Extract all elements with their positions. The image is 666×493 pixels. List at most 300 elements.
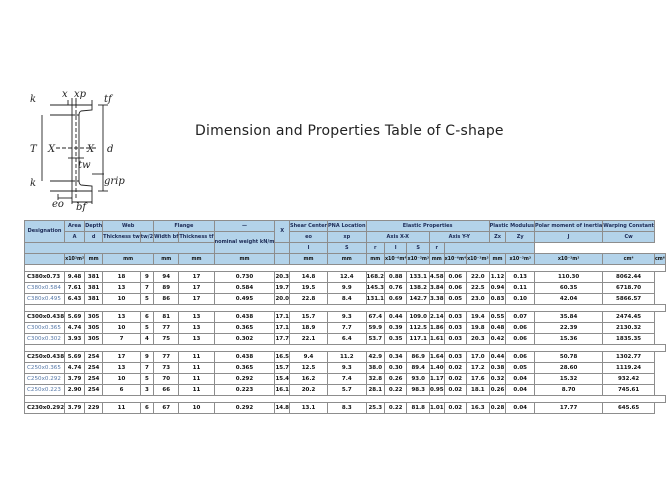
- value-cell: 9.4: [290, 352, 328, 363]
- designation-cell: C250x0.365: [25, 363, 65, 374]
- value-cell: 8062.44: [603, 272, 655, 283]
- header-zy: Zy: [506, 232, 534, 243]
- unit-cell: cm⁶: [654, 254, 665, 265]
- unit-cell: cm⁴: [603, 254, 655, 265]
- value-cell: 0.11: [506, 283, 534, 294]
- table-row: [25, 272, 666, 283]
- value-cell: 86: [154, 294, 179, 305]
- unit-cell: mm: [179, 254, 214, 265]
- value-cell: 117.1: [407, 334, 430, 345]
- table-row: [25, 312, 666, 323]
- value-cell: 168.2: [366, 272, 384, 283]
- value-cell: 1835.35: [603, 334, 655, 345]
- unit-cell: mm: [489, 254, 506, 265]
- value-cell: 0.26: [384, 374, 407, 385]
- table-row: [25, 352, 666, 363]
- value-cell: 0.438: [214, 352, 275, 363]
- value-cell: 0.48: [489, 323, 506, 334]
- value-cell: 7.7: [328, 323, 367, 334]
- value-cell: 0.03: [444, 312, 467, 323]
- value-cell: 66: [154, 385, 179, 396]
- value-cell: 0.292: [214, 403, 275, 414]
- value-cell: 13: [179, 334, 214, 345]
- value-cell: 75: [154, 334, 179, 345]
- value-cell: 17: [179, 283, 214, 294]
- value-cell: 22.8: [290, 294, 328, 305]
- value-cell: 0.04: [506, 374, 534, 385]
- value-cell: 13: [179, 312, 214, 323]
- value-cell: 0.02: [444, 385, 467, 396]
- value-cell: 0.26: [489, 385, 506, 396]
- value-cell: 0.02: [444, 363, 467, 374]
- value-cell: 10: [103, 294, 141, 305]
- value-cell: 98.3: [407, 385, 430, 396]
- value-cell: 0.42: [489, 334, 506, 345]
- value-cell: 112.5: [407, 323, 430, 334]
- value-cell: 7: [103, 334, 141, 345]
- table-row: [25, 385, 666, 396]
- value-cell: 22.5: [467, 283, 490, 294]
- value-cell: 19.5: [290, 283, 328, 294]
- label-k-top: k: [30, 94, 37, 105]
- value-cell: 11.2: [328, 352, 367, 363]
- value-cell: 3.79: [65, 403, 85, 414]
- value-cell: 7.61: [65, 283, 85, 294]
- value-cell: 20.3: [275, 272, 290, 283]
- value-cell: 15.7: [290, 312, 328, 323]
- value-cell: 0.584: [214, 283, 275, 294]
- header-iyy: I: [384, 243, 407, 254]
- value-cell: 145.3: [366, 283, 384, 294]
- value-cell: 17: [179, 272, 214, 283]
- value-cell: 9.9: [328, 283, 367, 294]
- page-title: Dimension and Properties Table of C-shape: [195, 123, 504, 139]
- value-cell: 38.0: [366, 363, 384, 374]
- value-cell: 1.17: [429, 374, 444, 385]
- value-cell: 15.4: [275, 374, 290, 385]
- value-cell: 381: [85, 283, 103, 294]
- value-cell: 86.9: [407, 352, 430, 363]
- properties-table: [24, 220, 666, 414]
- value-cell: 19.4: [467, 312, 490, 323]
- value-cell: 35.84: [534, 312, 602, 323]
- value-cell: 7: [140, 363, 153, 374]
- value-cell: 17.1: [275, 323, 290, 334]
- value-cell: 22.0: [467, 272, 490, 283]
- value-cell: 0.30: [384, 363, 407, 374]
- group-separator: [25, 305, 666, 312]
- header-thickness-tf: Thickness tf: [179, 232, 214, 243]
- group-separator: [25, 265, 666, 272]
- value-cell: 20.0: [275, 294, 290, 305]
- label-eo: eo: [52, 199, 64, 210]
- value-cell: 0.34: [384, 352, 407, 363]
- unit-cell: x10⁻⁶m⁴: [444, 254, 467, 265]
- value-cell: 0.365: [214, 363, 275, 374]
- value-cell: 70: [154, 374, 179, 385]
- header-zx: Zx: [489, 232, 506, 243]
- value-cell: 1.86: [429, 323, 444, 334]
- value-cell: 17.7: [275, 334, 290, 345]
- value-cell: 25.3: [366, 403, 384, 414]
- value-cell: 254: [85, 374, 103, 385]
- value-cell: 229: [85, 403, 103, 414]
- value-cell: 6.43: [65, 294, 85, 305]
- table-row: [25, 403, 666, 414]
- designation-cell: C300x0.365: [25, 323, 65, 334]
- header-eo: eo: [290, 232, 328, 243]
- table-row: [25, 283, 666, 294]
- value-cell: 77: [154, 352, 179, 363]
- value-cell: 2474.45: [603, 312, 655, 323]
- label-xp: xp: [74, 89, 87, 100]
- value-cell: 0.03: [444, 323, 467, 334]
- value-cell: 110.30: [534, 272, 602, 283]
- value-cell: 16.5: [275, 352, 290, 363]
- value-cell: 0.35: [384, 334, 407, 345]
- value-cell: 81: [154, 312, 179, 323]
- value-cell: 5: [140, 294, 153, 305]
- value-cell: 15.36: [534, 334, 602, 345]
- value-cell: 0.94: [489, 283, 506, 294]
- value-cell: 7.4: [328, 374, 367, 385]
- unit-cell: x10⁻³m³: [467, 254, 490, 265]
- designation-cell: C250x0.292: [25, 374, 65, 385]
- units-row: [25, 254, 666, 265]
- value-cell: 77: [154, 323, 179, 334]
- value-cell: 17: [103, 352, 141, 363]
- value-cell: 3.84: [429, 283, 444, 294]
- value-cell: 0.223: [214, 385, 275, 396]
- value-cell: 9.3: [328, 312, 367, 323]
- value-cell: 16.3: [467, 403, 490, 414]
- value-cell: 13: [103, 283, 141, 294]
- header-shear-center: Shear Center: [290, 221, 328, 232]
- value-cell: 28.1: [366, 385, 384, 396]
- unit-cell: mm: [429, 254, 444, 265]
- value-cell: 0.06: [506, 323, 534, 334]
- value-cell: 109.0: [407, 312, 430, 323]
- value-cell: 42.9: [366, 352, 384, 363]
- value-cell: 1.64: [429, 352, 444, 363]
- value-cell: 0.28: [489, 403, 506, 414]
- designation-cell: C300x0.438: [25, 312, 65, 323]
- header-cw: Cw: [603, 232, 655, 243]
- value-cell: 0.292: [214, 374, 275, 385]
- value-cell: 1.12: [489, 272, 506, 283]
- value-cell: 10: [103, 323, 141, 334]
- value-cell: 0.22: [384, 403, 407, 414]
- value-cell: 5.69: [65, 352, 85, 363]
- value-cell: 7: [140, 283, 153, 294]
- value-cell: 89.4: [407, 363, 430, 374]
- value-cell: 0.06: [506, 334, 534, 345]
- header-elastic-properties: Elastic Properties: [366, 221, 489, 232]
- value-cell: 0.39: [384, 323, 407, 334]
- value-cell: 50.78: [534, 352, 602, 363]
- value-cell: 16.2: [290, 374, 328, 385]
- value-cell: 15.7: [275, 363, 290, 374]
- value-cell: 17: [179, 294, 214, 305]
- value-cell: 12.4: [328, 272, 367, 283]
- value-cell: 0.06: [506, 352, 534, 363]
- value-cell: 745.61: [603, 385, 655, 396]
- value-cell: 60.35: [534, 283, 602, 294]
- table-row: [25, 323, 666, 334]
- value-cell: 17.2: [467, 363, 490, 374]
- value-cell: 5.69: [65, 312, 85, 323]
- header-axis-yy: Axis Y-Y: [429, 232, 489, 243]
- header-row-1: [25, 221, 666, 232]
- value-cell: 0.83: [489, 294, 506, 305]
- value-cell: 93.0: [407, 374, 430, 385]
- value-cell: 0.06: [444, 283, 467, 294]
- value-cell: 254: [85, 363, 103, 374]
- value-cell: 19.8: [467, 323, 490, 334]
- value-cell: 4.74: [65, 323, 85, 334]
- table-row: [25, 294, 666, 305]
- designation-cell: C380x0.73: [25, 272, 65, 283]
- value-cell: 5: [140, 374, 153, 385]
- value-cell: 0.88: [384, 272, 407, 283]
- value-cell: 13.1: [290, 403, 328, 414]
- value-cell: 89: [154, 283, 179, 294]
- designation-cell: C250x0.223: [25, 385, 65, 396]
- header-flange: Flange: [154, 221, 214, 232]
- designation-cell: C380x0.584: [25, 283, 65, 294]
- header-d: d: [85, 232, 103, 243]
- header-plastic-modulus: Plastic Modulus: [489, 221, 534, 232]
- value-cell: 0.44: [384, 312, 407, 323]
- header-designation: Designation: [25, 221, 65, 243]
- unit-cell: mm: [154, 254, 179, 265]
- value-cell: 10: [179, 403, 214, 414]
- value-cell: 2130.32: [603, 323, 655, 334]
- value-cell: 0.44: [489, 352, 506, 363]
- value-cell: 4.74: [65, 363, 85, 374]
- unit-cell: mm: [328, 254, 367, 265]
- value-cell: 3.38: [429, 294, 444, 305]
- value-cell: 17.77: [534, 403, 602, 414]
- header-row-3: [25, 232, 666, 243]
- table-row: [25, 374, 666, 385]
- value-cell: 8.3: [328, 403, 367, 414]
- value-cell: 9.3: [328, 363, 367, 374]
- unit-cell: x10³m²: [65, 254, 85, 265]
- value-cell: 0.06: [444, 272, 467, 283]
- value-cell: 0.730: [214, 272, 275, 283]
- value-cell: 10: [103, 374, 141, 385]
- value-cell: 305: [85, 323, 103, 334]
- value-cell: 0.365: [214, 323, 275, 334]
- unit-cell: mm: [103, 254, 154, 265]
- value-cell: 254: [85, 385, 103, 396]
- value-cell: 17.0: [467, 352, 490, 363]
- value-cell: 0.03: [444, 352, 467, 363]
- value-cell: 13: [103, 363, 141, 374]
- header-xp: xp: [328, 232, 367, 243]
- value-cell: 3: [140, 385, 153, 396]
- value-cell: 8.4: [328, 294, 367, 305]
- value-cell: 6: [140, 403, 153, 414]
- value-cell: 0.02: [444, 374, 467, 385]
- value-cell: 23.0: [467, 294, 490, 305]
- value-cell: 0.10: [506, 294, 534, 305]
- value-cell: 19.7: [275, 283, 290, 294]
- value-cell: 381: [85, 272, 103, 283]
- value-cell: 0.95: [429, 385, 444, 396]
- value-cell: 138.2: [407, 283, 430, 294]
- header-J: J: [534, 232, 602, 243]
- value-cell: 0.438: [214, 312, 275, 323]
- value-cell: 0.69: [384, 294, 407, 305]
- unit-cell-designation: [25, 254, 65, 265]
- header-A: A: [65, 232, 85, 243]
- value-cell: 131.1: [366, 294, 384, 305]
- value-cell: 14.8: [275, 403, 290, 414]
- value-cell: 381: [85, 294, 103, 305]
- value-cell: 11: [179, 352, 214, 363]
- header-depth: Depth: [85, 221, 103, 232]
- value-cell: 9.48: [65, 272, 85, 283]
- value-cell: 81.8: [407, 403, 430, 414]
- value-cell: 0.04: [506, 385, 534, 396]
- header-pna-location: PNA Location: [328, 221, 367, 232]
- value-cell: 9: [140, 272, 153, 283]
- unit-cell: [275, 254, 290, 265]
- value-cell: 53.7: [366, 334, 384, 345]
- header-rxx: r: [366, 243, 384, 254]
- value-cell: 0.03: [444, 334, 467, 345]
- label-bf: bf: [76, 202, 87, 213]
- value-cell: 20.3: [467, 334, 490, 345]
- value-cell: 0.302: [214, 334, 275, 345]
- value-cell: 6718.70: [603, 283, 655, 294]
- value-cell: 20.2: [290, 385, 328, 396]
- value-cell: 6: [140, 312, 153, 323]
- designation-cell: C300x0.302: [25, 334, 65, 345]
- unit-cell: mm: [214, 254, 275, 265]
- value-cell: 22.39: [534, 323, 602, 334]
- value-cell: 3.93: [65, 334, 85, 345]
- value-cell: 6.4: [328, 334, 367, 345]
- designation-cell: C250x0.438: [25, 352, 65, 363]
- value-cell: 11: [103, 403, 141, 414]
- label-X-right: X: [87, 144, 95, 155]
- header-row-4: [25, 243, 666, 254]
- header-polar-moment: Polar moment of inertia: [534, 221, 602, 232]
- label-grip: grip: [104, 176, 125, 187]
- value-cell: 17.6: [467, 374, 490, 385]
- unit-cell: mm: [290, 254, 328, 265]
- group-separator: [25, 396, 666, 403]
- value-cell: 16.1: [275, 385, 290, 396]
- value-cell: 4: [140, 334, 153, 345]
- value-cell: 0.38: [489, 363, 506, 374]
- value-cell: 6: [103, 385, 141, 396]
- value-cell: 14.8: [290, 272, 328, 283]
- value-cell: 0.05: [506, 363, 534, 374]
- unit-cell: x10⁻³m³: [506, 254, 534, 265]
- value-cell: 22.1: [290, 334, 328, 345]
- value-cell: 13: [179, 323, 214, 334]
- value-cell: 305: [85, 334, 103, 345]
- value-cell: 2.14: [429, 312, 444, 323]
- value-cell: 1.40: [429, 363, 444, 374]
- value-cell: 5.7: [328, 385, 367, 396]
- value-cell: 18: [103, 272, 141, 283]
- designation-cell: C380x0.495: [25, 294, 65, 305]
- value-cell: 3.79: [65, 374, 85, 385]
- value-cell: 0.13: [506, 272, 534, 283]
- value-cell: 0.22: [384, 385, 407, 396]
- value-cell: 94: [154, 272, 179, 283]
- header-thickness-tw: Thickness tw: [103, 232, 141, 243]
- value-cell: 12.5: [290, 363, 328, 374]
- value-cell: 0.07: [506, 312, 534, 323]
- value-cell: 15.32: [534, 374, 602, 385]
- header-web: Web: [103, 221, 154, 232]
- value-cell: 42.04: [534, 294, 602, 305]
- value-cell: 1.61: [429, 334, 444, 345]
- header-area: Area: [65, 221, 85, 232]
- value-cell: 0.55: [489, 312, 506, 323]
- header-warping-constant: Warping Constant: [603, 221, 655, 232]
- value-cell: 59.9: [366, 323, 384, 334]
- unit-cell: x10⁻³m³: [534, 254, 602, 265]
- unit-cell: mm: [85, 254, 103, 265]
- label-x-top: x: [62, 89, 68, 100]
- value-cell: 73: [154, 363, 179, 374]
- table-row: [25, 334, 666, 345]
- group-separator: [25, 345, 666, 352]
- value-cell: 13: [103, 312, 141, 323]
- unit-cell: x10⁻³m³: [407, 254, 430, 265]
- header-width-bf: Width bf: [154, 232, 179, 243]
- value-cell: 133.1: [407, 272, 430, 283]
- value-cell: 5: [140, 323, 153, 334]
- label-tf: tf: [104, 94, 112, 105]
- c-shape-diagram: [28, 88, 138, 213]
- header-nominal-weight: nominal weight kN/m: [214, 232, 275, 254]
- header-ryy: r: [429, 243, 444, 254]
- value-cell: 932.42: [603, 374, 655, 385]
- designation-cell: C230x0.292: [25, 403, 65, 414]
- value-cell: 11: [179, 363, 214, 374]
- label-k-bottom: k: [30, 178, 37, 189]
- value-cell: 1302.77: [603, 352, 655, 363]
- value-cell: 0.76: [384, 283, 407, 294]
- value-cell: 1119.24: [603, 363, 655, 374]
- unit-cell: mm: [366, 254, 384, 265]
- table-row: [25, 363, 666, 374]
- header-x: X: [275, 221, 290, 243]
- value-cell: 305: [85, 312, 103, 323]
- value-cell: 4.58: [429, 272, 444, 283]
- value-cell: 11: [179, 385, 214, 396]
- value-cell: 67: [154, 403, 179, 414]
- value-cell: 142.7: [407, 294, 430, 305]
- value-cell: 18.1: [467, 385, 490, 396]
- value-cell: 17.1: [275, 312, 290, 323]
- value-cell: 5866.57: [603, 294, 655, 305]
- unit-cell: x10⁻⁶m⁴: [384, 254, 407, 265]
- value-cell: 28.60: [534, 363, 602, 374]
- value-cell: 0.04: [506, 403, 534, 414]
- header-tw-half: tw/2: [140, 232, 153, 243]
- header-ixx: I: [290, 243, 328, 254]
- value-cell: 67.4: [366, 312, 384, 323]
